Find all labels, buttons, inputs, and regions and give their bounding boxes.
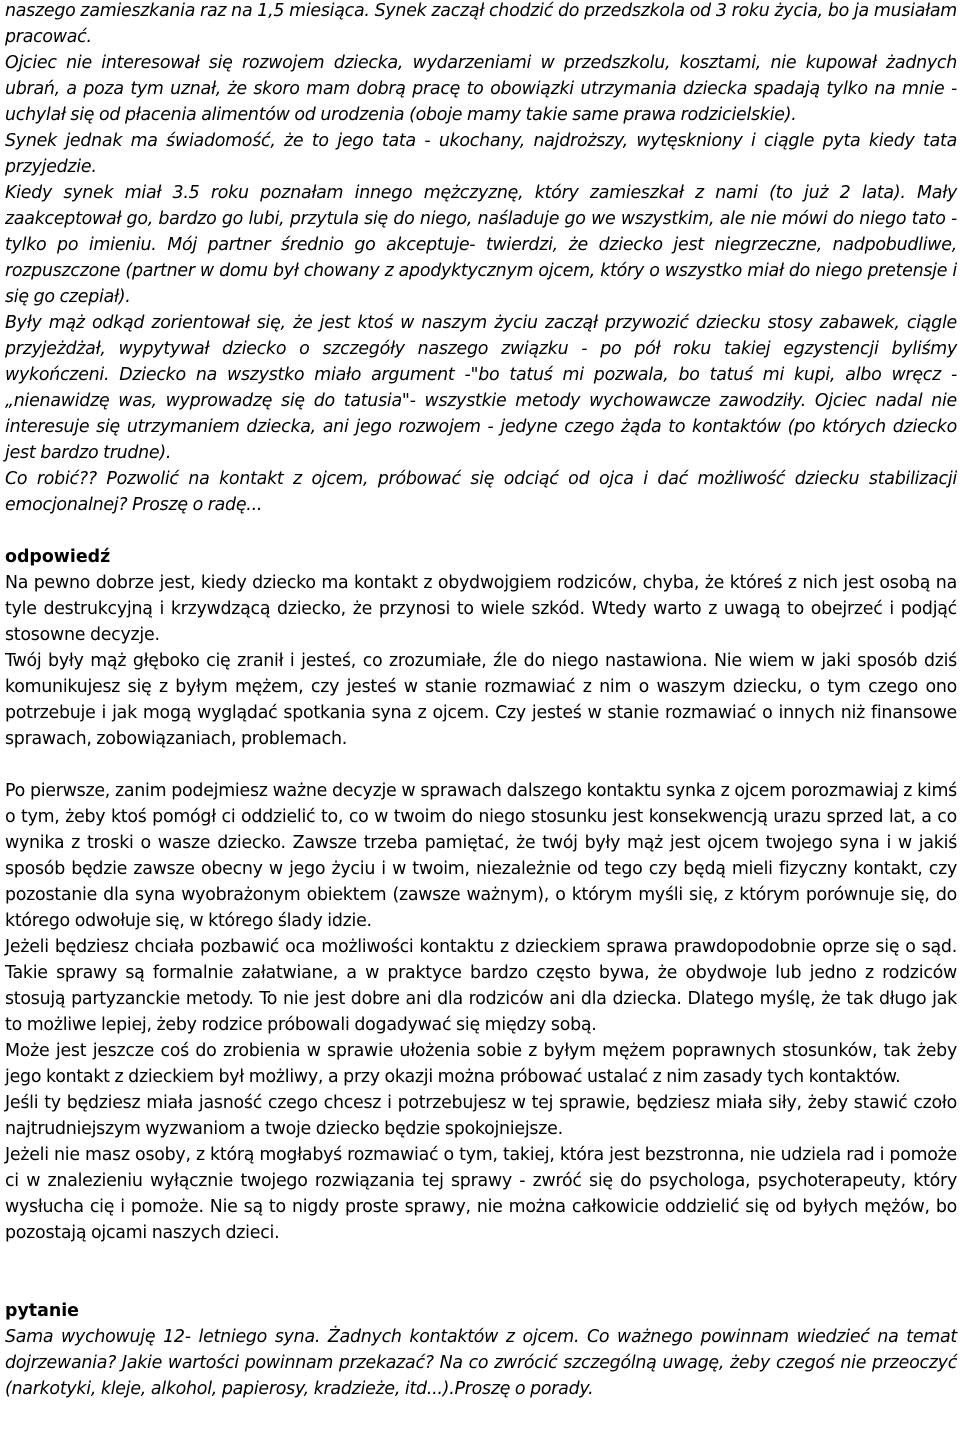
document-page	[5, 0, 957, 1402]
question-heading: pytanie	[5, 1301, 79, 1321]
answer-paragraph: Może jest jeszcze coś do zrobienia w sprawie ułożenia sobie z byłym mężem poprawnych stosunków, tak żeby jego kontakt z dzieckiem był możliwy, a przy okazji można próbować ustalać z nim zasady tych kontaktów.	[5, 1041, 957, 1087]
answer-paragraph: Jeżeli nie masz osoby, z którą mogłabyś rozmawiać o tym, takiej, która jest bezstronna, nie udziela rad i pomoże ci w znalezieniu wyłącznie twojego rozwiązania tej sprawy - zwróć się do psychologa, psychoterapeuty, który wysłucha cię i pomoże. Nie są to nigdy proste sprawy, nie można całkowicie oddzielić się od byłych mężów, bo pozostają ojcami naszych dzieci.	[5, 1145, 957, 1243]
answer-paragraph: Na pewno dobrze jest, kiedy dziecko ma kontakt z obydwojgiem rodziców, chyba, że któreś z nich jest osobą na tyle destrukcyjną i krzywdzącą dziecko, że przynosi to wiele szkód. Wtedy warto z uwagą to obejrzeć i podjąć stosowne decyzje.	[5, 573, 957, 645]
answer-paragraph: Twój były mąż głęboko cię zranił i jesteś, co zrozumiałe, źle do niego nastawiona. Nie wiem w jaki sposób dziś komunikujesz się z byłym mężem, czy jesteś w stanie rozmawiać z nim o waszym dziecku, o tym czego ono potrzebuje i jak mogą wyglądać spotkania syna z ojcem. Czy jesteś w stanie rozmawiać o innych niż finansowe sprawach, zobowiązaniach, problemach.	[5, 651, 957, 749]
answer-heading: odpowiedź	[5, 547, 111, 567]
question-paragraph: Kiedy synek miał 3.5 roku poznałam innego mężczyznę, który zamieszkał z nami (to już 2 lata). Mały zaakceptował go, bardzo go lubi, przytula się do niego, naśladuje go we wszystkim, ale nie mówi do niego tato - tylko po imieniu. Mój partner średnio go akceptuje- twierdzi, że dziecko jest niegrzeczne, nadpobudliwe, rozpuszczone (partner w domu był chowany z apodyktycznym ojcem, który o wszystko miał do niego pretensje i się go czepiał).	[5, 183, 957, 307]
question-section	[5, 1298, 957, 1402]
answer-paragraph: Po pierwsze, zanim podejmiesz ważne decyzje w sprawach dalszego kontaktu synka z ojcem porozmawiaj z kimś o tym, żeby ktoś pomógł ci oddzielić to, co w twoim do niego stosunku jest konsekwencją urazu sprzed lat, a co wynika z troski o wasze dziecko. Zawsze trzeba pamiętać, że twój były mąż jest ojcem twojego syna i w jakiś sposób będzie zawsze obecny w jego życiu i w twoim, niezależnie od tego czy będą mieli fizyczny kontakt, czy pozostanie dla syna wyobrażonym obiektem (zawsze ważnym), o którym myśli się, z którym porównuje się, do którego odwołuje się, w którego ślady idzie.	[5, 781, 957, 931]
answer-section	[5, 544, 957, 1246]
question-paragraph: Co robić?? Pozwolić na kontakt z ojcem, próbować się odciąć od ojca i dać możliwość dziecku stabilizacji emocjonalnej? Proszę o radę...	[5, 469, 957, 515]
spacer	[5, 752, 957, 778]
answer-paragraph: Jeżeli będziesz chciała pozbawić oca możliwości kontaktu z dzieckiem sprawa prawdopodobnie oprze się o sąd. Takie sprawy są formalnie załatwiane, a w praktyce bardzo często bywa, że obydwoje lub jedno z rodziców stosują partyzanckie metody. To nie jest dobre ani dla rodziców ani dla dziecka. Dlatego myślę, że tak długo jak to możliwe lepiej, żeby rodzice próbowali dogadywać się między sobą.	[5, 937, 957, 1035]
question-paragraph: Synek jednak ma świadomość, że to jego tata - ukochany, najdroższy, wytęskniony i ciągle pyta kiedy tata przyjedzie.	[5, 131, 957, 177]
question-paragraph: naszego zamieszkania raz na 1,5 miesiąca. Synek zaczął chodzić do przedszkola od 3 roku życia, bo ja musiałam pracować.	[5, 1, 957, 47]
answer-paragraph: Jeśli ty będziesz miała jasność czego chcesz i potrzebujesz w tej sprawie, będziesz miała siły, żeby stawić czoło najtrudniejszym wyzwaniom a twoje dziecko będzie spokojniejsze.	[5, 1093, 957, 1139]
spacer	[5, 518, 957, 544]
question-paragraph: Sama wychowuję 12- letniego syna. Żadnych kontaktów z ojcem. Co ważnego powinnam wiedzieć na temat dojrzewania? Jakie wartości powinnam przekazać? Na co zwrócić szczególną uwagę, żeby czegoś nie przeoczyć (narkotyki, kleje, alkohol, papierosy, kradzieże, itd...).Proszę o porady.	[5, 1327, 957, 1399]
question-paragraph: Były mąż odkąd zorientował się, że jest ktoś w naszym życiu zaczął przywozić dziecku stosy zabawek, ciągle przyjeżdżał, wypytywał dziecko o szczegóły naszego związku - po pół roku takiej egzystencji byliśmy wykończeni. Dziecko na wszystko miało argument -"bo tatuś mi pozwala, bo tatuś mi kupi, albo wręcz - „nienawidzę was, wyprowadzę się do tatusia"- wszystkie metody wychowawcze zawodziły. Ojciec nadal nie interesuje się utrzymaniem dziecka, ani jego rozwojem - jedyne czego żąda to kontaktów (po których dziecko jest bardzo trudne).	[5, 313, 957, 463]
question-paragraph: Ojciec nie interesował się rozwojem dziecka, wydarzeniami w przedszkolu, kosztami, nie kupował żadnych ubrań, a poza tym uznał, że skoro mam dobrą pracę to obowiązki utrzymania dziecka spadają tylko na mnie - uchylał się od płacenia alimentów od urodzenia (oboje mamy takie same prawa rodzicielskie).	[5, 53, 957, 125]
spacer	[5, 1246, 957, 1298]
question-continued	[5, 0, 957, 518]
